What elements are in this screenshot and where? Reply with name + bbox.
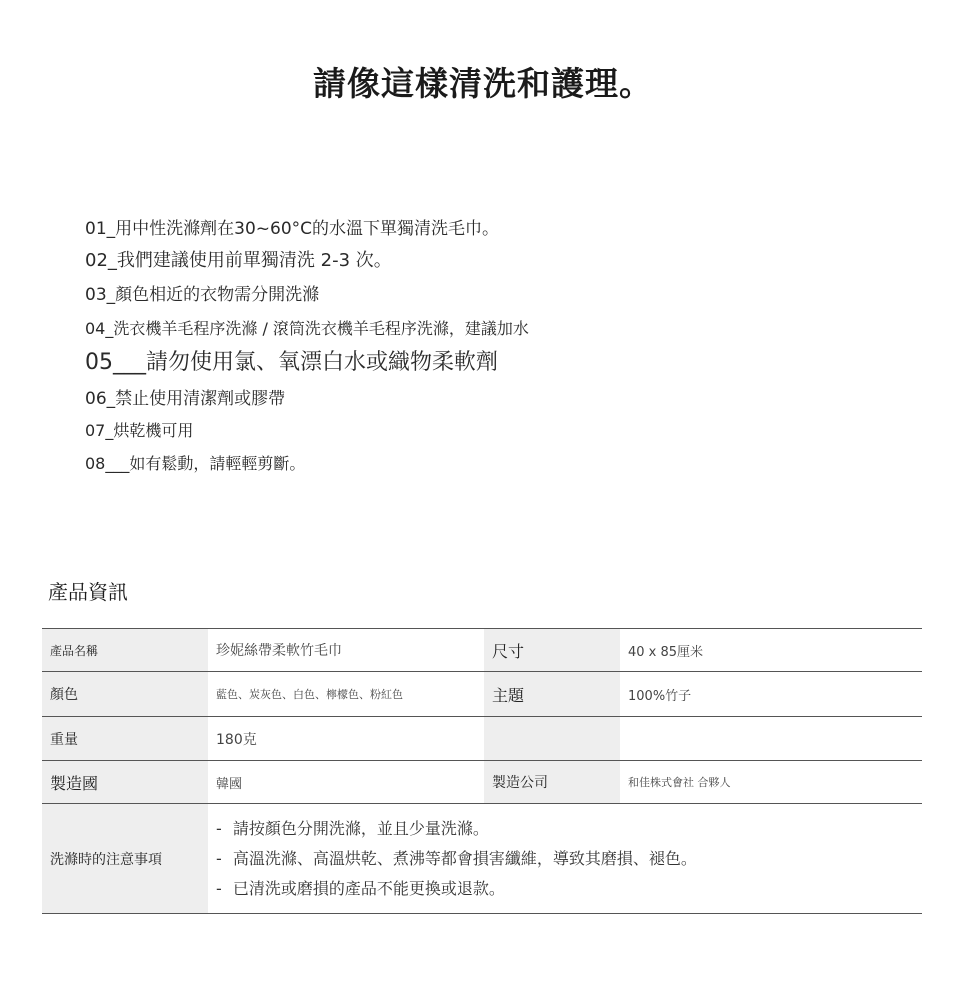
empty-value [620, 717, 922, 761]
care-step: 07_烘乾機可用 [85, 421, 194, 440]
product-info-heading: 產品資訊 [48, 580, 128, 604]
product-info-table [42, 628, 922, 914]
manufacturer-label: 製造公司 [484, 761, 620, 804]
washing-note: - 請按顏色分開洗滌，並且少量洗滌。 [216, 814, 914, 844]
care-step: 06_禁止使用清潔劑或膠帶 [85, 389, 286, 409]
washing-notes-label: 洗滌時的注意事項 [42, 804, 208, 914]
washing-note: - 高溫洗滌、高溫烘乾、煮沸等都會損害纖維，導致其磨損、褪色。 [216, 844, 914, 874]
country-value: 韓國 [208, 761, 484, 804]
material-label: 主題 [484, 672, 620, 717]
size-label: 尺寸 [484, 629, 620, 672]
country-label: 製造國 [42, 761, 208, 804]
color-label: 顏色 [42, 672, 208, 717]
product-name-label: 產品名稱 [42, 629, 208, 672]
weight-value: 180克 [208, 717, 484, 761]
care-step: 02_我們建議使用前單獨清洗 2-3 次。 [85, 250, 392, 271]
care-step: 01_用中性洗滌劑在30~60°C的水溫下單獨清洗毛巾。 [85, 219, 500, 239]
table-row [42, 717, 922, 761]
empty-label [484, 717, 620, 761]
size-value: 40 x 85厘米 [620, 629, 922, 672]
care-step: 08___如有鬆動，請輕輕剪斷。 [85, 454, 306, 473]
product-name-value: 珍妮絲帶柔軟竹毛巾 [208, 629, 484, 672]
care-step: 05___請勿使用氯、氧漂白水或織物柔軟劑 [85, 350, 498, 375]
material-value: 100%竹子 [620, 672, 922, 717]
color-value: 藍色、炭灰色、白色、檸檬色、粉紅色 [208, 672, 484, 717]
care-step: 04_洗衣機羊毛程序洗滌 / 滾筒洗衣機羊毛程序洗滌，建議加水 [85, 319, 529, 338]
table-row [42, 672, 922, 717]
table-row [42, 761, 922, 804]
table-row [42, 804, 922, 914]
manufacturer-value: 和佳株式會社 合夥人 [620, 761, 922, 804]
table-row [42, 629, 922, 672]
weight-label: 重量 [42, 717, 208, 761]
washing-notes-cell [208, 804, 922, 914]
washing-note: - 已清洗或磨損的產品不能更換或退款。 [216, 874, 914, 904]
page-title: 請像這樣清洗和護理。 [313, 64, 653, 103]
washing-notes-list [216, 814, 914, 904]
care-step: 03_顏色相近的衣物需分開洗滌 [85, 285, 320, 305]
